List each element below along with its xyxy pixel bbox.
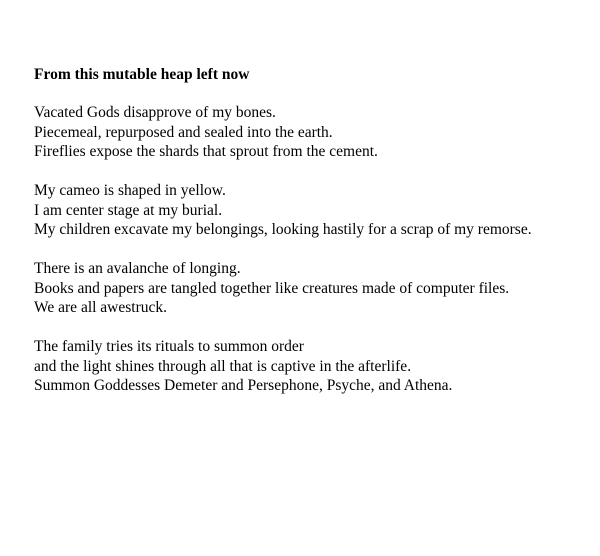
stanza-3 bbox=[34, 259, 594, 318]
poem-title: From this mutable heap left now bbox=[34, 66, 250, 83]
poem bbox=[34, 65, 594, 415]
poem-line: Vacated Gods disapprove of my bones. bbox=[34, 104, 276, 121]
poem-line: Books and papers are tangled together like creatures made of computer files. bbox=[34, 279, 510, 297]
poem-line: Piecemeal, repurposed and sealed into the earth. bbox=[34, 123, 333, 141]
stanza-1 bbox=[34, 103, 594, 162]
poem-line: Fireflies expose the shards that sprout from the cement. bbox=[34, 143, 378, 160]
poem-line: The family tries its rituals to summon order bbox=[34, 338, 304, 355]
poem-line: My cameo is shaped in yellow. bbox=[34, 182, 226, 199]
poem-line: My children excavate my belongings, looking hastily for a scrap of my remorse. bbox=[34, 221, 532, 238]
poem-line: and the light shines through all that is captive in the afterlife. bbox=[34, 357, 412, 375]
poem-line: We are all awestruck. bbox=[34, 299, 168, 316]
stanza-2 bbox=[34, 181, 594, 240]
poem-line: Summon Goddesses Demeter and Persephone, Psyche, and Athena. bbox=[34, 377, 453, 394]
stanza-4 bbox=[34, 337, 594, 396]
poem-line: I am center stage at my burial. bbox=[34, 201, 223, 219]
poem-line: There is an avalanche of longing. bbox=[34, 260, 241, 277]
